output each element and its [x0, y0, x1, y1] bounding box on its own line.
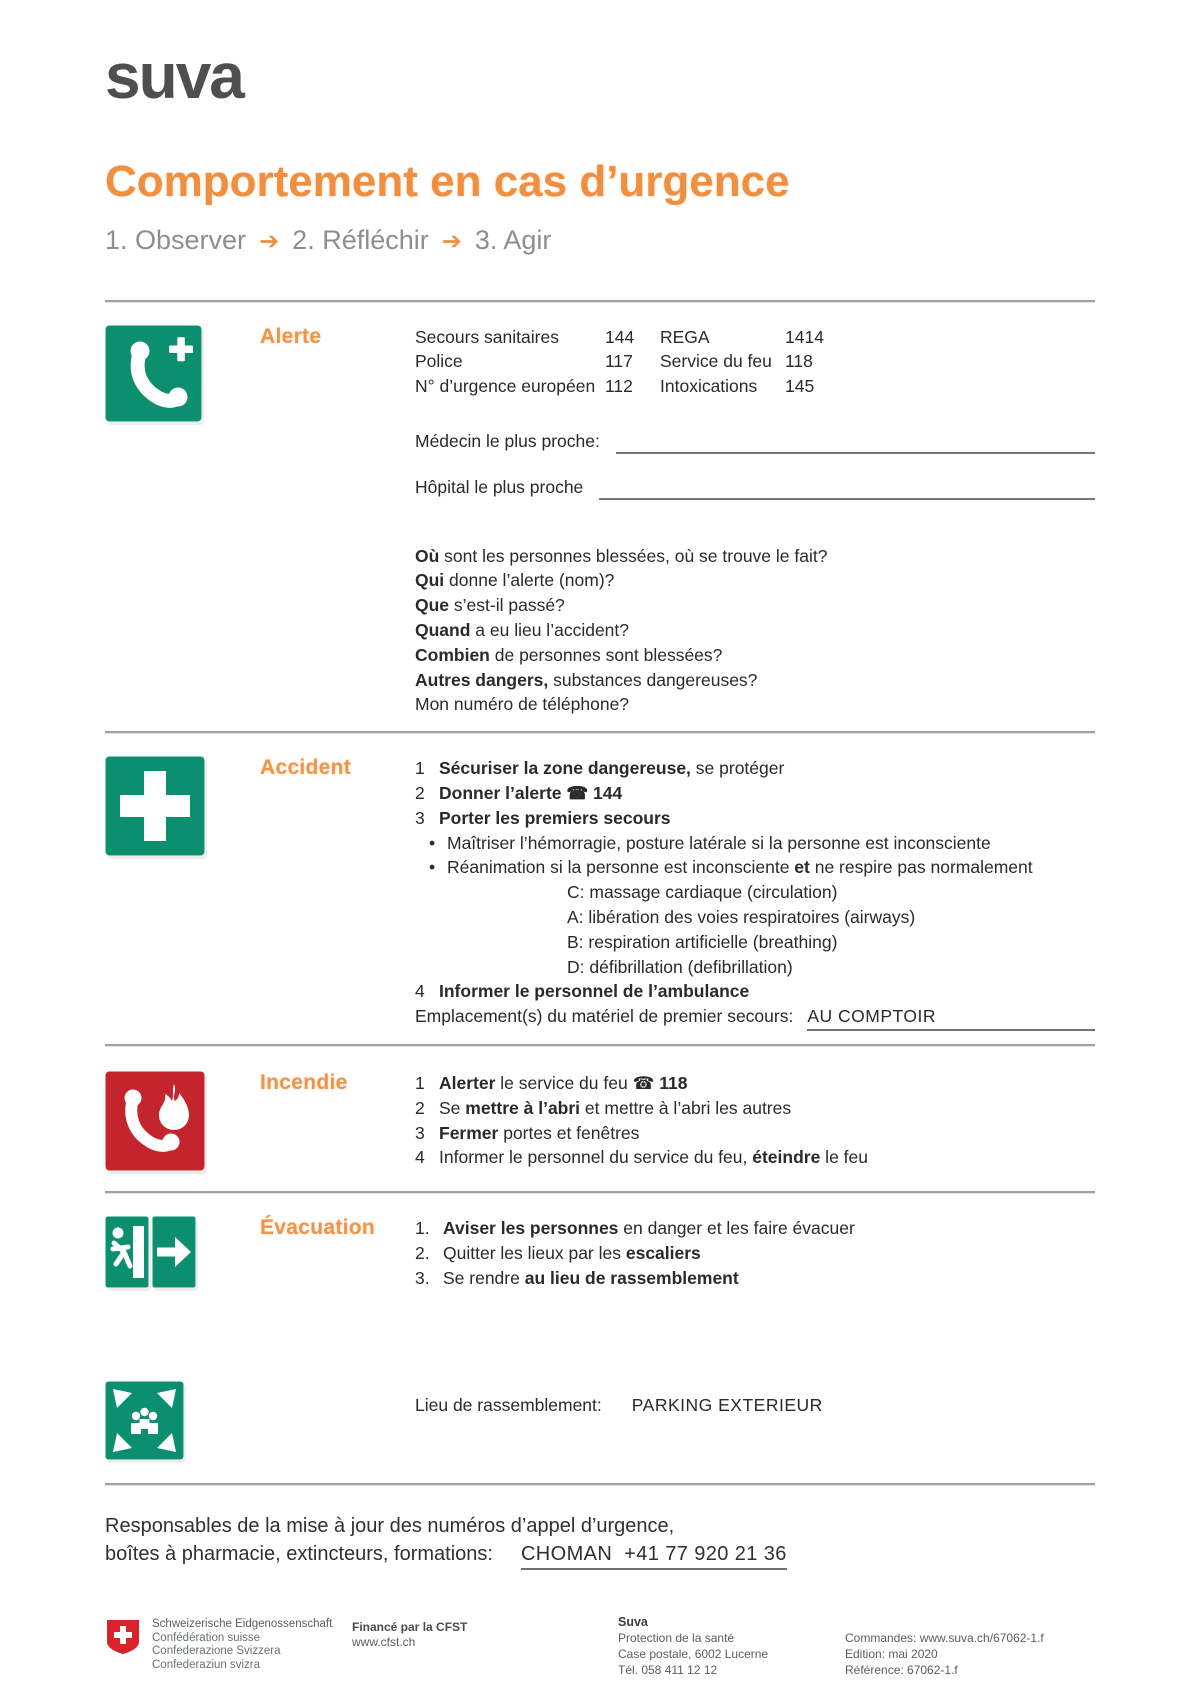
steps-line: [105, 226, 1095, 256]
list-item: 3. Se rendre au lieu de rassemblement: [415, 1267, 739, 1288]
list-item: • Maîtriser l’hémorragie, posture latérale si la personne est inconsciente: [415, 831, 1095, 856]
number-value: 112: [605, 376, 633, 397]
list-item: 3 Fermer portes et fenêtres: [415, 1122, 640, 1143]
arrow-right-icon: ➔: [259, 228, 280, 255]
first-aid-cross-icon: [105, 756, 205, 856]
cabd-line: B: respiration artificielle (breathing): [567, 931, 838, 952]
section-alerte: [105, 303, 1095, 718]
reference-line: Référence: 67062-1.f: [845, 1663, 958, 1678]
swiss-line: Confederaziun svizra: [152, 1658, 261, 1671]
responsables-line2: boîtes à pharmacie, extincteurs, formations: CHOMAN +41 77 920 21 36: [105, 1541, 1095, 1571]
evacuation-content: [415, 1216, 1095, 1460]
bullet-marker: •: [429, 832, 436, 853]
accident-icon-col: [105, 756, 260, 1031]
alert-questions: [415, 544, 1095, 718]
cfst-url: www.cfst.ch: [352, 1635, 416, 1650]
evacuation-section-label: Évacuation: [260, 1216, 376, 1240]
question-line: Que s’est-il passé?: [415, 595, 565, 616]
table-row: [415, 374, 1095, 399]
table-row: [415, 349, 1095, 374]
list-item: 1 Sécuriser la zone dangereuse, se protéger: [415, 758, 785, 779]
evacuation-label-col: [260, 1216, 415, 1460]
header: [0, 0, 1200, 256]
question-line: Combien de personnes sont blessées?: [415, 644, 723, 665]
suva-address-line: Protection de la santé: [618, 1631, 735, 1646]
edition-line: Edition: mai 2020: [845, 1647, 938, 1662]
list-item: 1. Aviser les personnes en danger et les faire évacuer: [415, 1218, 855, 1239]
suva-logo: suva: [105, 40, 243, 112]
accident-label-col: [260, 756, 415, 1031]
cfst-block: [352, 1620, 467, 1650]
cabd-line: A: libération des voies respiratoires (airways): [567, 907, 916, 928]
nearest-doctor-field: [415, 429, 1095, 454]
blank-fill-line: [616, 434, 1095, 454]
accident-content: [415, 756, 1095, 1031]
number-label: Intoxications: [660, 376, 758, 397]
emergency-numbers-table: [415, 325, 1095, 399]
evacuation-icon-col: [105, 1216, 260, 1460]
suva-address-block: [618, 1614, 768, 1678]
cabd-line: D: défibrillation (defibrillation): [567, 956, 793, 977]
question-line: Mon numéro de téléphone?: [415, 694, 630, 715]
question-line: Quand a eu lieu l’accident?: [415, 620, 629, 641]
alerte-icon-col: [105, 325, 260, 718]
suva-address-line: Case postale, 6002 Lucerne: [618, 1647, 769, 1662]
assembly-point-icon: [105, 1381, 184, 1460]
list-item: 2. Quitter les lieux par les escaliers: [415, 1242, 701, 1263]
emergency-phone-icon: [105, 325, 202, 422]
section-incendie: [105, 1047, 1095, 1176]
number-value: 117: [605, 351, 633, 372]
question-line: Autres dangers, substances dangereuses?: [415, 669, 758, 690]
question-line: Qui donne l’alerte (nom)?: [415, 570, 615, 591]
arrow-right-icon: [152, 1216, 196, 1288]
nearest-hospital-field: [415, 475, 1095, 500]
list-item: 3 Porter les premiers secours: [415, 807, 671, 828]
first-aid-location-field: [415, 1004, 1095, 1031]
cabd-line: C: massage cardiaque (circulation): [567, 882, 838, 903]
field-value: AU COMPTOIR: [807, 1004, 1095, 1031]
incendie-label-col: [260, 1071, 415, 1176]
field-label: Lieu de rassemblement:: [415, 1395, 602, 1416]
cfst-funding-line: Financé par la CFST: [352, 1620, 468, 1635]
step-agir: 3. Agir: [474, 225, 552, 255]
number-label: N° d’urgence européen: [415, 376, 596, 397]
number-label: Secours sanitaires: [415, 326, 559, 347]
order-info-block: [845, 1630, 1044, 1678]
number-value: 145: [785, 376, 815, 397]
table-row: [415, 325, 1095, 350]
incendie-section-label: Incendie: [260, 1071, 348, 1095]
alerte-section-label: Alerte: [260, 324, 322, 348]
suva-name: Suva: [618, 1615, 648, 1630]
number-label: Police: [415, 351, 463, 372]
accident-section-label: Accident: [260, 756, 352, 780]
emergency-exit-icon: [105, 1216, 149, 1288]
field-label: Emplacement(s) du matériel de premier secours:: [415, 1006, 794, 1027]
number-label: REGA: [660, 326, 710, 347]
list-item: 4 Informer le personnel du service du feu, éteindre le feu: [415, 1147, 868, 1168]
field-value: PARKING EXTERIEUR: [631, 1395, 823, 1416]
section-accident: [105, 734, 1095, 1031]
field-label: Hôpital le plus proche: [415, 476, 584, 497]
bullet-marker: •: [429, 857, 436, 878]
list-item: 2 Se mettre à l’abri et mettre à l’abri les autres: [415, 1097, 792, 1118]
incendie-content: [415, 1071, 1095, 1176]
assembly-location-field: [415, 1393, 1095, 1418]
list-item: • Réanimation si la personne est inconsciente et ne respire pas normalement: [415, 855, 1095, 880]
swiss-line: Confédération suisse: [152, 1631, 261, 1644]
swiss-cross-logo: [105, 1618, 141, 1656]
incendie-icon-col: [105, 1071, 260, 1176]
number-value: 118: [785, 351, 813, 372]
swiss-line: Confederazione Svizzera: [152, 1645, 281, 1658]
alerte-content: [415, 325, 1095, 718]
list-item: 2 Donner l’alerte ☎ 144: [415, 783, 623, 804]
step-observer: 1. Observer: [105, 225, 247, 255]
list-item: 4 Informer le personnel de l’ambulance: [415, 981, 750, 1002]
field-label: Médecin le plus proche:: [415, 431, 600, 452]
responsable-contact-value: CHOMAN +41 77 920 21 36: [521, 1541, 787, 1571]
step-reflechir: 2. Réfléchir: [292, 225, 429, 255]
responsables-note: [105, 1513, 1095, 1570]
section-evacuation: [105, 1194, 1095, 1460]
swiss-line: Schweizerische Eidgenossenschaft: [152, 1618, 333, 1631]
alerte-label-col: [260, 325, 415, 718]
page-title: Comportement en cas d’urgence: [105, 157, 790, 206]
number-value: 1414: [785, 326, 824, 347]
list-item: 1 Alerter le service du feu ☎ 118: [415, 1073, 688, 1094]
order-url: Commandes: www.suva.ch/67062-1.f: [845, 1631, 1044, 1646]
footer: [0, 1614, 1200, 1697]
question-line: Où sont les personnes blessées, où se trouve le fait?: [415, 545, 828, 566]
responsables-line1: Responsables de la mise à jour des numéros d’appel d’urgence,: [105, 1515, 675, 1538]
blank-fill-line: [599, 480, 1095, 500]
number-label: Service du feu: [660, 351, 772, 372]
section-divider: [105, 1483, 1095, 1486]
suva-phone: Tél. 058 411 12 12: [618, 1663, 718, 1678]
number-value: 144: [605, 326, 635, 347]
arrow-right-icon: ➔: [441, 228, 462, 255]
swiss-confederation-block: [105, 1618, 332, 1672]
fire-phone-icon: [105, 1071, 205, 1171]
